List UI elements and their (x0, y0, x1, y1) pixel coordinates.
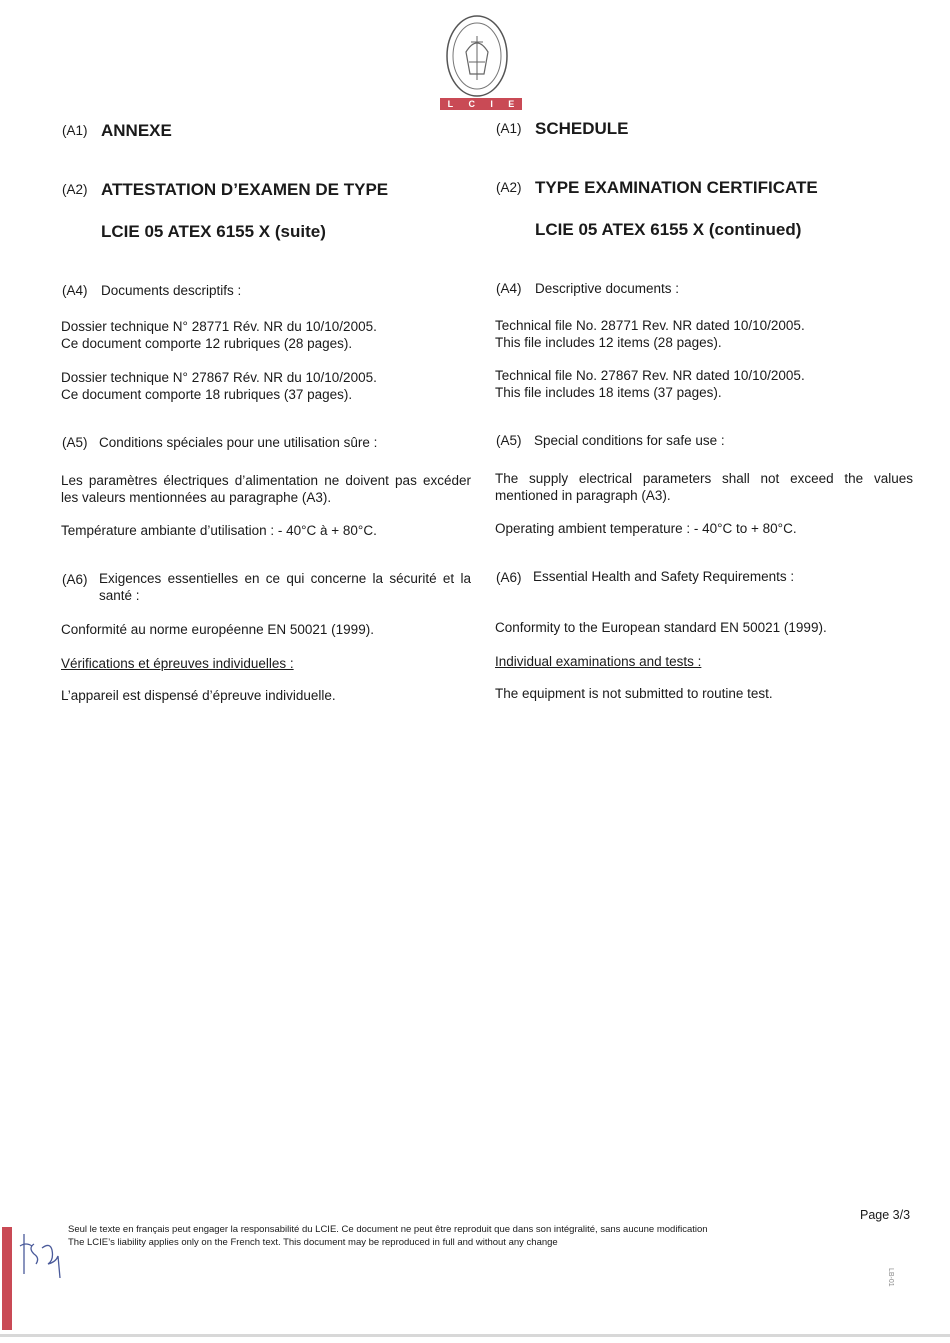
footer-line-fr: Seul le texte en français peut engager la responsabilité du LCIE. Ce document ne peut être reproduit que dans son intégralité, sans aucune modification (68, 1224, 708, 1235)
attestation-title: ATTESTATION D’EXAMEN DE TYPE (101, 180, 389, 199)
a1-label-en: (A1) (496, 121, 522, 136)
a6-text-en: Conformity to the European standard EN 50021 (1999). (495, 620, 827, 635)
schedule-title: SCHEDULE (535, 119, 629, 138)
footer-line-en: The LCIE’s liability applies only on the French text. This document may be reproduced in full and without any change (68, 1237, 558, 1248)
a5-text-fr: Les paramètres électriques d’alimentation ne doivent pas excéder les valeurs mentionnées au paragraphe (A3). (61, 473, 471, 505)
a4-heading-fr: Documents descriptifs : (101, 283, 242, 298)
a4-label-en: (A4) (496, 281, 522, 296)
a6-heading-fr: Exigences essentielles en ce qui concerne la sécurité et la santé : (99, 571, 471, 603)
logo-band-letter: C (468, 99, 476, 109)
document-2-line1: Dossier technique N° 27867 Rév. NR du 10/10/2005. (61, 370, 377, 385)
document-2-line2: This file includes 18 items (37 pages). (495, 385, 722, 400)
a6-label-fr: (A6) (62, 572, 88, 587)
a4-heading-en: Descriptive documents : (535, 281, 680, 296)
a5-label-en: (A5) (496, 433, 522, 448)
red-margin-bar (2, 1227, 12, 1330)
a5-label-fr: (A5) (62, 435, 88, 450)
a5-heading-fr: Conditions spéciales pour une utilisation sûre : (99, 435, 378, 450)
document-1-en (495, 317, 915, 351)
a6-text-fr: Conformité au norme européenne EN 50021 (1999). (61, 622, 374, 637)
document-1-line1: Dossier technique N° 28771 Rév. NR du 10/10/2005. (61, 319, 377, 334)
document-2-line1: Technical file No. 27867 Rev. NR dated 10/10/2005. (495, 368, 805, 383)
bureau-veritas-lcie-logo (440, 12, 522, 110)
certificate-number-fr: LCIE 05 ATEX 6155 X (suite) (101, 222, 326, 241)
document-2-line2: Ce document comporte 18 rubriques (37 pages). (61, 387, 353, 402)
certificate-title-en: TYPE EXAMINATION CERTIFICATE (535, 178, 818, 197)
document-2-en (495, 367, 915, 401)
ambient-temperature-en: Operating ambient temperature : - 40°C to + 80°C. (495, 521, 797, 536)
a2-label-en: (A2) (496, 180, 522, 195)
handwritten-initials (16, 1228, 64, 1280)
verification-text-en: The equipment is not submitted to routine test. (495, 686, 773, 701)
logo-band-letter: E (508, 99, 515, 109)
a4-label-fr: (A4) (62, 283, 88, 298)
logo-band-letter: I (490, 99, 493, 109)
a6-heading-en: Essential Health and Safety Requirements : (533, 569, 795, 584)
document-1-line2: Ce document comporte 12 rubriques (28 pages). (61, 336, 353, 351)
verification-heading-fr: Vérifications et épreuves individuelles : (61, 656, 294, 671)
a1-label-fr: (A1) (62, 123, 88, 138)
document-1-line2: This file includes 12 items (28 pages). (495, 335, 722, 350)
a2-label-fr: (A2) (62, 182, 88, 197)
certificate-number-en: LCIE 05 ATEX 6155 X (continued) (535, 220, 802, 239)
page-number: Page 3/3 (860, 1208, 911, 1222)
ambient-temperature-fr: Température ambiante d’utilisation : - 40°C à + 80°C. (61, 523, 377, 538)
verification-heading-en: Individual examinations and tests : (495, 654, 702, 669)
annex-title: ANNEXE (101, 121, 172, 140)
a5-text-en: The supply electrical parameters shall not exceed the values mentioned in paragraph (A3). (495, 471, 913, 503)
logo-band-letter: L (447, 99, 454, 109)
form-code-text: LB-01 (887, 1268, 894, 1287)
document-1-fr (61, 318, 481, 352)
document-2-fr (61, 369, 481, 403)
form-code (884, 1268, 898, 1296)
a5-heading-en: Special conditions for safe use : (534, 433, 725, 448)
a6-label-en: (A6) (496, 570, 522, 585)
footer-disclaimer (68, 1223, 858, 1249)
verification-text-fr: L’appareil est dispensé d’épreuve individuelle. (61, 688, 336, 703)
document-1-line1: Technical file No. 28771 Rev. NR dated 10/10/2005. (495, 318, 805, 333)
page-bottom-edge (0, 1334, 950, 1337)
